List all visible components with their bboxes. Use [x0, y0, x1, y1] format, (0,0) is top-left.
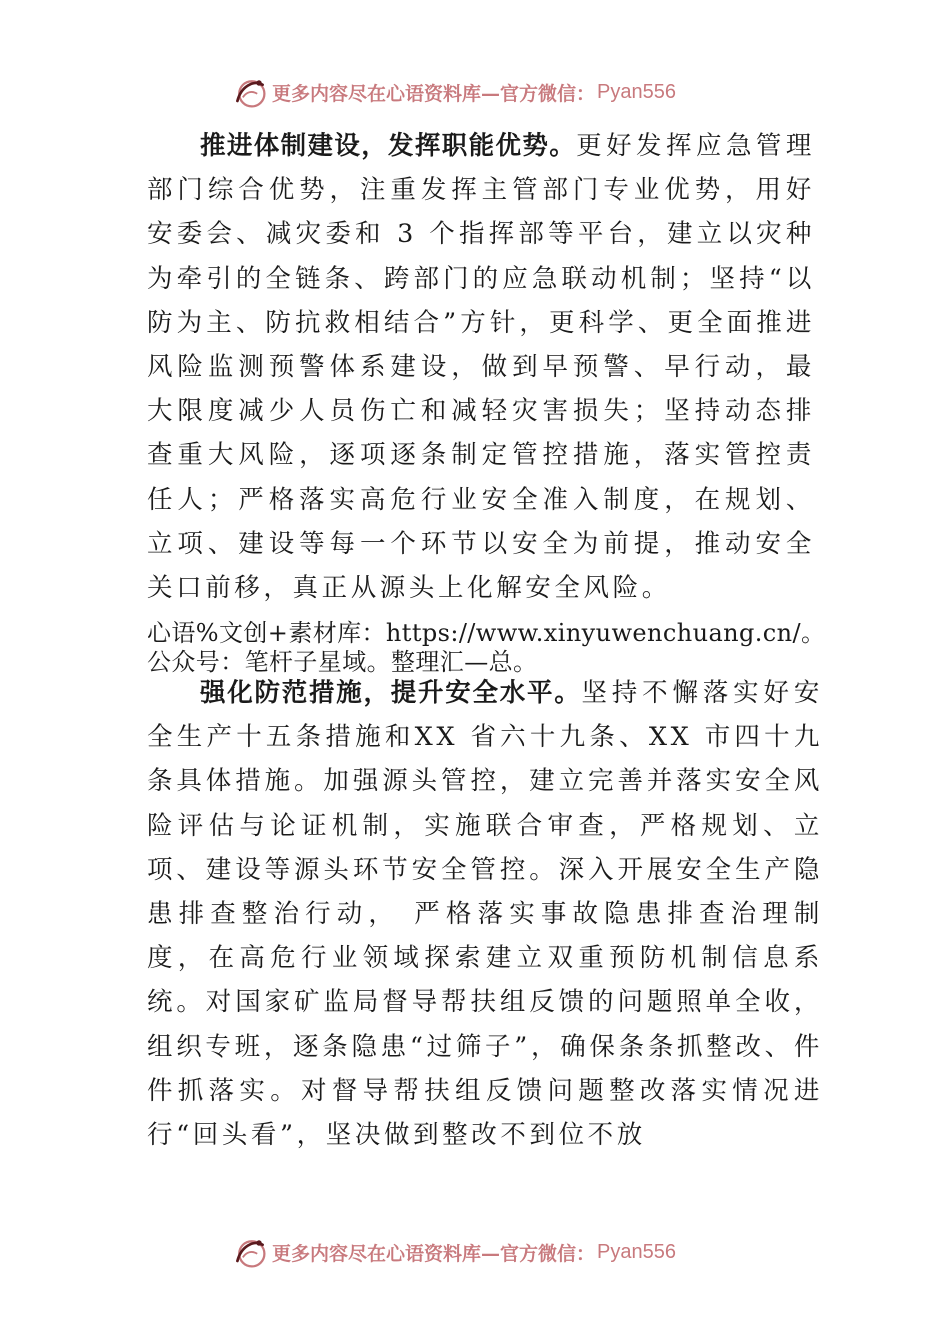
xinyu-logo-icon [232, 74, 268, 110]
paragraph2-body: 坚持不懈落实好安全生产十五条措施和XX 省六十九条、XX 市四十九条具体措施。加强源头管控，建立完善并落实安全风险评估与论证机制，实施联合审查，严格规划、立项、建设等源头环节安全管控。深入开展安全生产隐患排查整治行动， 严格落实事故隐患排查治理制度，在高危行业领域探索建立双重预防机制信息系统。对国家矿监局督导帮扶组反馈的问题照单全收，组织专班，逐条隐患“过筛子”，确保条条抓整改、件件抓落实。对督导帮扶组反馈问题整改落实情况进行“回头看”，坚决做到整改不到位不放 [147, 678, 823, 1151]
header-banner-text: 更多内容尽在心语资料库—官方微信： [272, 82, 596, 105]
paragraph1-body: 更好发挥应急管理部门综合优势，注重发挥主管部门专业优势，用好安委会、减灾委和 3 个指挥部等平台，建立以灾种为牵引的全链条、跨部门的应急联动机制；坚持“以防为主、防抗救相结合”方针，更科学、更全面推进风险监测预警体系建设，做到早预警、早行动，最大限度减少人员伤亡和减轻灾害损失；坚持动态排查重大风险，逐项逐条制定管控措施，落实管控责任人；严格落实高危行业安全准入制度，在规划、立项、建设等每一个环节以安全为前提，推动安全关口前移，真正从源头上化解安全风险。 [147, 131, 815, 604]
paragraph-prevention-measures [147, 671, 823, 1157]
source-note-line-1: 心语%文创+素材库：https://www.xinyuwenchuang.cn/。 [147, 619, 826, 647]
footer-banner-wechat-id: Pyan556 [597, 1240, 676, 1263]
paragraph-institutional-building [147, 124, 815, 610]
paragraph1-lead: 推进体制建设，发挥职能优势。 [200, 131, 577, 161]
source-note-line-2: 公众号：笔杆子星域。整理汇—总。 [147, 648, 538, 676]
footer-banner [232, 1232, 752, 1272]
header-banner [232, 72, 752, 112]
paragraph2-lead: 强化防范措施，提升安全水平。 [200, 678, 582, 708]
xinyu-logo-icon [232, 1234, 268, 1270]
header-banner-wechat-id: Pyan556 [597, 80, 676, 103]
footer-banner-text: 更多内容尽在心语资料库—官方微信： [272, 1242, 596, 1265]
